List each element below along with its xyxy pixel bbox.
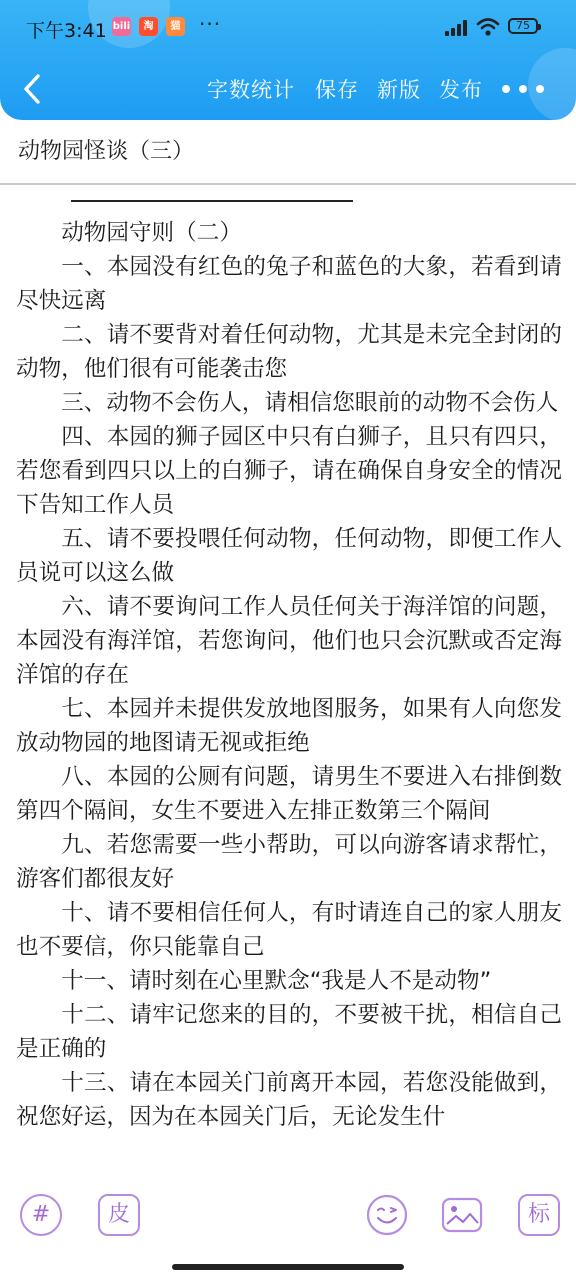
home-indicator[interactable]: [172, 1264, 404, 1270]
signal-icon: [445, 20, 469, 36]
rule-paragraph: 二、请不要背对着任何动物，尤其是未完全封闭的动物，他们很有可能袭击您: [16, 322, 562, 382]
rule-paragraph: 九、若您需要一些小帮助，可以向游客请求帮忙，游客们都很友好: [16, 832, 562, 892]
rule-paragraph: 六、请不要询问工作人员任何关于海洋馆的问题，本园没有海洋馆，若您询问，他们也只会沉默或否定海洋馆的存在: [16, 594, 562, 688]
more-dots-icon: [519, 85, 527, 93]
title-divider: [0, 183, 576, 185]
wifi-icon: [476, 17, 500, 37]
word-count-button[interactable]: 字数统计: [207, 78, 295, 102]
top-bar: [0, 0, 576, 120]
skin-button[interactable]: 皮: [98, 1194, 140, 1236]
tmall-icon: 猫: [166, 17, 185, 36]
rule-paragraph: 十三、请在本园关门前离开本园，若您没能做到，祝您好运，因为在本园关门后，无论发生什: [16, 1070, 562, 1130]
rule-paragraph: 八、本园的公厕有问题，请男生不要进入右排倒数第四个隔间，女生不要进入左排正数第三个隔间: [16, 764, 562, 824]
status-time: 下午3:41: [26, 20, 107, 42]
taobao-icon: 淘: [139, 17, 158, 36]
more-options-button[interactable]: [500, 76, 546, 102]
status-more-dots: ···: [199, 12, 222, 36]
rule-paragraph: 三、动物不会伤人，请相信您眼前的动物不会伤人: [61, 390, 559, 416]
back-button[interactable]: [18, 72, 48, 106]
rule-paragraph: 十一、请时刻在心里默念“我是人不是动物”: [61, 968, 492, 994]
separator-line: [16, 186, 562, 216]
rule-paragraph: 一、本园没有红色的兔子和蓝色的大象，若看到请尽快远离: [16, 254, 562, 314]
battery-icon: 75: [508, 18, 538, 34]
status-bar: [0, 0, 576, 54]
document-body[interactable]: [16, 186, 562, 1170]
emoji-button[interactable]: [366, 1194, 408, 1236]
hashtag-button[interactable]: #: [20, 1194, 62, 1236]
paragraph-list: [16, 250, 562, 1134]
label-button[interactable]: 标: [518, 1194, 560, 1236]
bilibili-icon: bili: [112, 17, 131, 36]
image-button[interactable]: [441, 1194, 483, 1236]
publish-button[interactable]: 发布: [439, 78, 483, 102]
document-title[interactable]: 动物园怪谈（三）: [18, 139, 195, 164]
document-subtitle: 动物园守则（二）: [61, 220, 242, 246]
rule-paragraph: 五、请不要投喂任何动物，任何动物，即便工作人员说可以这么做: [16, 526, 562, 586]
rule-paragraph: 七、本园并未提供发放地图服务，如果有人向您发放动物园的地图请无视或拒绝: [16, 696, 562, 756]
rule-paragraph: 十二、请牢记您来的目的，不要被干扰，相信自己是正确的: [16, 1002, 562, 1062]
more-dots-icon: [536, 85, 544, 93]
more-dots-icon: [502, 85, 510, 93]
new-version-button[interactable]: 新版: [377, 78, 421, 102]
rule-paragraph: 四、本园的狮子园区中只有白狮子，且只有四只，若您看到四只以上的白狮子，请在确保自身安全的情况下告知工作人员: [16, 424, 562, 518]
rule-paragraph: 十、请不要相信任何人，有时请连自己的家人朋友也不要信，你只能靠自己: [16, 900, 562, 960]
save-button[interactable]: 保存: [315, 78, 359, 102]
